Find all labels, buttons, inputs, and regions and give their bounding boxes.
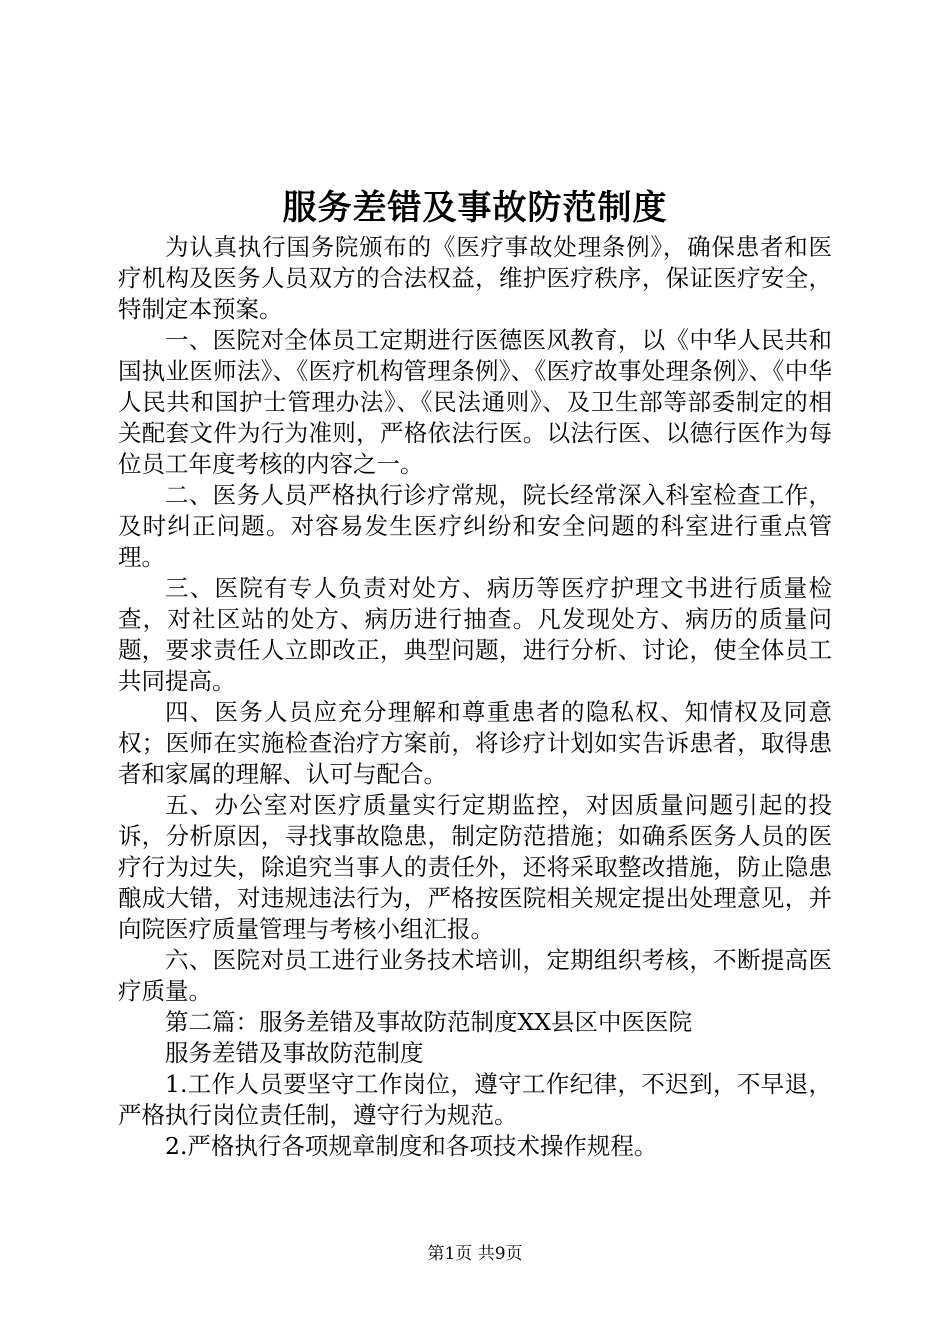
rule-item-2: 2.严格执行各项规章制度和各项技术操作规程。: [165, 1132, 658, 1160]
paragraph-item-5: 五、办公室对医疗质量实行定期监控，对因质量问题引起的投诉，分析原因，寻找事故隐患，制定防范措施；如确系医务人员的医疗行为过失，除追究当事人的责任外，还将采取整改措施，防止隐患酿成大错，对违规违法行为，严格按医院相关规定提出处理意见，并向院医疗质量管理与考核小组汇报。: [118, 791, 832, 943]
paragraph-item-3: 三、医院有专人负责对处方、病历等医疗护理文书进行质量检查，对社区站的处方、病历进行抽查。凡发现处方、病历的质量问题，要求责任人立即改正，典型问题，进行分析、讨论，使全体员工共同提高。: [118, 574, 832, 695]
document-body: [118, 232, 832, 1162]
paragraph-intro: 为认真执行国务院颁布的《医疗事故处理条例》，确保患者和医疗机构及医务人员双方的合法权益，维护医疗秩序，保证医疗安全，特制定本预案。: [118, 233, 832, 323]
paragraph-item-1: 一、医院对全体员工定期进行医德医风教育，以《中华人民共和国执业医师法》、《医疗机构管理条例》、《医疗故事处理条例》、《中华人民共和国护士管理办法》、《民法通则》、及卫生部等部委制定的相关配套文件为行为准则，严格依法行医。以法行医、以德行医作为每位员工年度考核的内容之一。: [118, 326, 832, 478]
section-subtitle: 服务差错及事故防范制度: [165, 1039, 424, 1067]
rule-item-1: 1.工作人员要坚守工作岗位，遵守工作纪律，不迟到，不早退，严格执行岗位责任制，遵守行为规范。: [118, 1070, 832, 1129]
paragraph-item-4: 四、医务人员应充分理解和尊重患者的隐私权、知情权及同意权；医师在实施检查治疗方案前，将诊疗计划如实告诉患者，取得患者和家属的理解、认可与配合。: [118, 698, 832, 788]
page-title: 服务差错及事故防范制度: [282, 188, 668, 228]
paragraph-item-6: 六、医院对员工进行业务技术培训，定期组织考核，不断提高医疗质量。: [118, 946, 832, 1005]
paragraph-item-2: 二、医务人员严格执行诊疗常规，院长经常深入科室检查工作，及时纠正问题。对容易发生医疗纠纷和安全问题的科室进行重点管理。: [118, 481, 832, 571]
section-heading-part-two: 第二篇：服务差错及事故防范制度XX县区中医医院: [165, 1008, 692, 1036]
page-number-footer: 第1页 共9页: [427, 1244, 523, 1264]
